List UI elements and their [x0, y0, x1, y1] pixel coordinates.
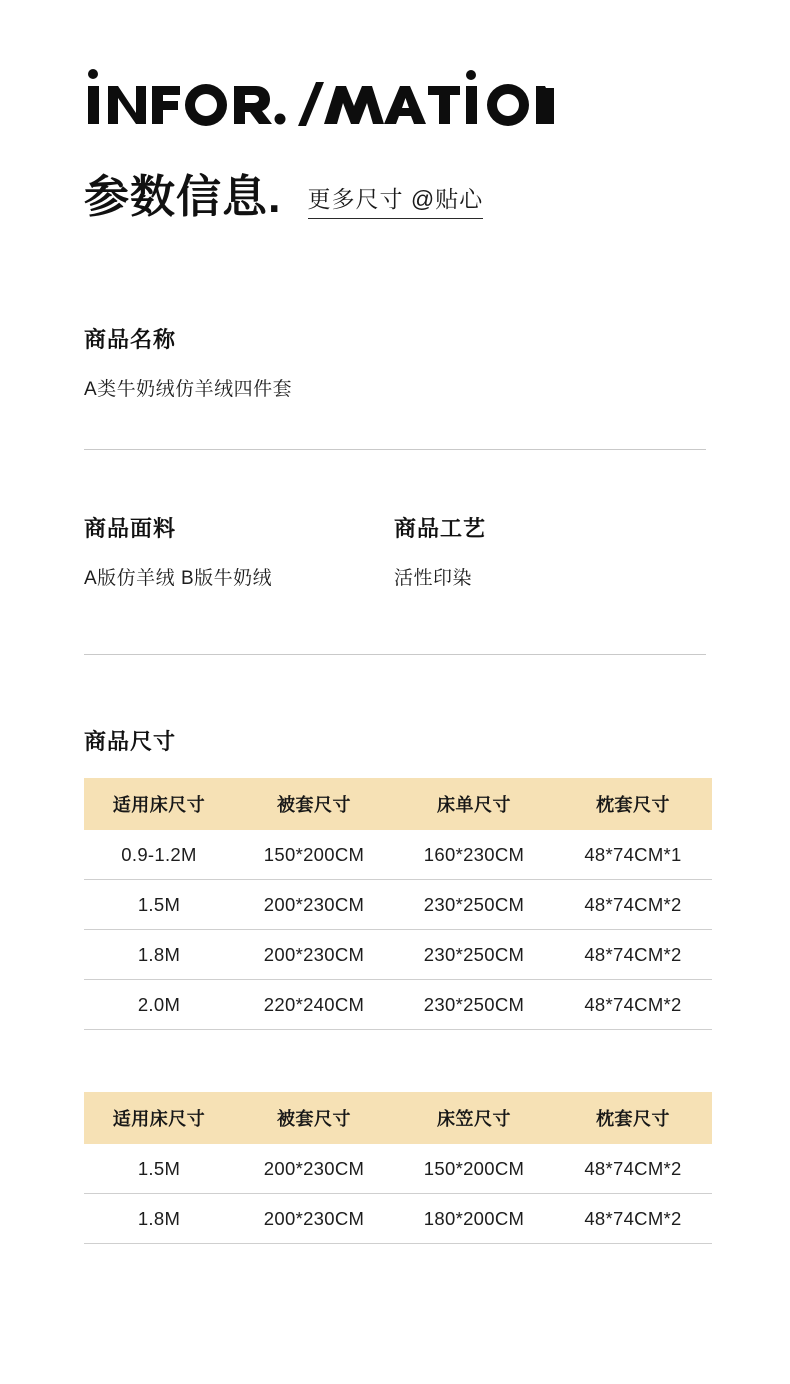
section-fabric-craft	[0, 512, 790, 590]
table-cell: 2.0M	[84, 980, 234, 1030]
column-header: 被套尺寸	[234, 778, 394, 830]
column-header: 枕套尺寸	[554, 778, 712, 830]
table-cell: 150*200CM	[234, 830, 394, 880]
size-table-fitted	[84, 1092, 712, 1244]
table-cell: 180*200CM	[394, 1194, 554, 1244]
table-cell: 1.5M	[84, 1144, 234, 1194]
title-row	[84, 171, 790, 222]
table-spacer	[84, 1030, 706, 1070]
table-cell: 1.5M	[84, 880, 234, 930]
table-row	[84, 1194, 712, 1244]
column-header: 枕套尺寸	[554, 1092, 712, 1144]
craft-label: 商品工艺	[394, 516, 487, 541]
fabric-block	[84, 512, 394, 590]
table-cell: 48*74CM*2	[554, 880, 712, 930]
table-header-row	[84, 778, 712, 830]
page-subtitle: 更多尺寸 @贴心	[308, 186, 484, 219]
column-header: 被套尺寸	[234, 1092, 394, 1144]
table-header-row	[84, 1092, 712, 1144]
table-cell: 0.9-1.2M	[84, 830, 234, 880]
table-cell: 200*230CM	[234, 880, 394, 930]
table-cell: 200*230CM	[234, 1144, 394, 1194]
page-title: 参数信息.	[84, 171, 282, 222]
table-row	[84, 980, 712, 1030]
table-cell: 48*74CM*2	[554, 980, 712, 1030]
table-cell: 48*74CM*1	[554, 830, 712, 880]
column-header: 床笠尺寸	[394, 1092, 554, 1144]
divider	[84, 654, 706, 655]
fabric-value: A版仿羊绒 B版牛奶绒	[84, 568, 273, 589]
craft-value: 活性印染	[394, 568, 473, 589]
size-table-bedsheet	[84, 778, 712, 1030]
table-cell: 230*250CM	[394, 880, 554, 930]
table-cell: 1.8M	[84, 930, 234, 980]
table-cell: 48*74CM*2	[554, 930, 712, 980]
table-cell: 1.8M	[84, 1194, 234, 1244]
table-cell: 48*74CM*2	[554, 1144, 712, 1194]
table-cell: 160*230CM	[394, 830, 554, 880]
table-cell: 48*74CM*2	[554, 1194, 712, 1244]
information-wordmark	[84, 62, 790, 132]
section-size	[0, 725, 790, 1244]
section-product-name	[0, 323, 790, 401]
column-header: 适用床尺寸	[84, 778, 234, 830]
table-row	[84, 880, 712, 930]
table-cell: 200*230CM	[234, 930, 394, 980]
table-cell: 220*240CM	[234, 980, 394, 1030]
table-row	[84, 1144, 712, 1194]
page-header	[0, 0, 790, 222]
table-cell: 230*250CM	[394, 980, 554, 1030]
column-header: 床单尺寸	[394, 778, 554, 830]
size-label: 商品尺寸	[84, 729, 177, 754]
fabric-label: 商品面料	[84, 516, 177, 541]
table-cell: 150*200CM	[394, 1144, 554, 1194]
table-row	[84, 930, 712, 980]
table-row	[84, 830, 712, 880]
product-name-value: A类牛奶绒仿羊绒四件套	[84, 379, 293, 400]
wordmark-information-icon	[84, 66, 554, 128]
craft-block	[394, 512, 704, 590]
column-header: 适用床尺寸	[84, 1092, 234, 1144]
table-cell: 230*250CM	[394, 930, 554, 980]
divider	[84, 449, 706, 450]
table-cell: 200*230CM	[234, 1194, 394, 1244]
product-name-label: 商品名称	[84, 327, 177, 352]
